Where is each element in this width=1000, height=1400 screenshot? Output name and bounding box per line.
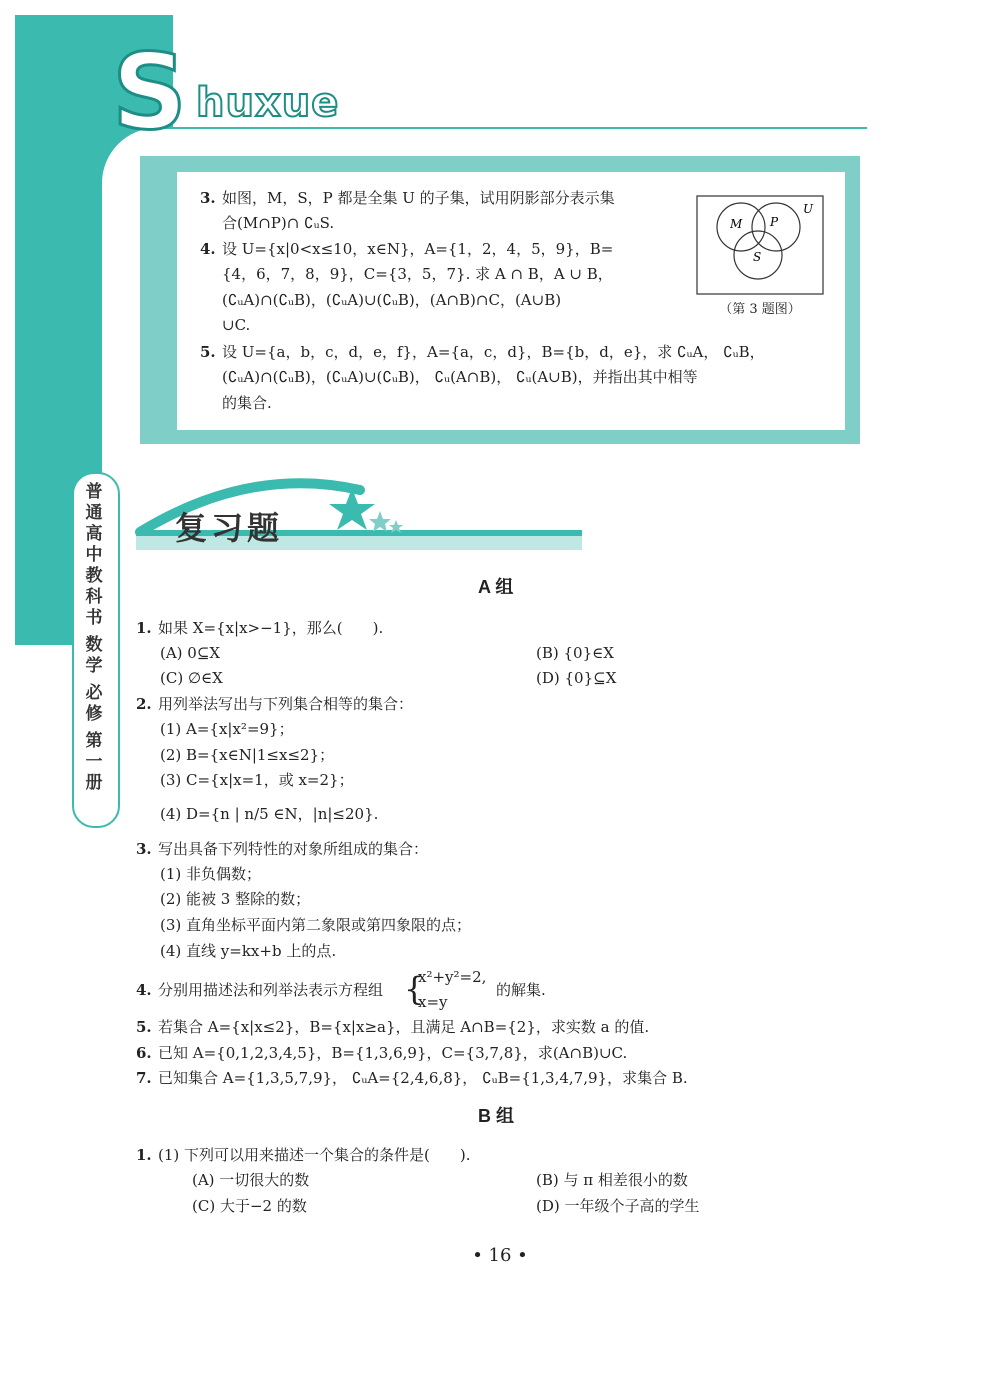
box-q4-line3: (∁ᵤA)∩(∁ᵤB)，(∁ᵤA)∪(∁ᵤB)，(A∩B)∩C，(A∪B): [222, 291, 562, 309]
side-label-char: 必: [85, 683, 103, 703]
star-medium-icon: [369, 511, 391, 532]
a-q5: 5. 若集合 A={x|x≤2}，B={x|x≥a}，且满足 A∩B={2}，求实数 a 的值.: [136, 1018, 650, 1036]
box-q5-line1: 5. 设 U={a，b，c，d，e，f}，A={a，c，d}，B={b，d，e}，求 ∁ᵤA， ∁ᵤB，: [200, 343, 765, 361]
a-q1-option-c: (C) ∅∈X: [160, 669, 223, 687]
a-q4-brace: {: [404, 970, 425, 1008]
a-q3-item3: (3) 直角坐标平面内第二象限或第四象限的点；: [160, 916, 472, 934]
a-q2-item3: (3) C={x|x=1，或 x=2}；: [160, 771, 354, 789]
a-q1-option-a: (A) 0⊆X: [160, 644, 221, 662]
side-label-char: 数: [85, 635, 103, 655]
box-q3-line1: 3. 如图，M，S，P 都是全集 U 的子集，试用阴影部分表示集: [200, 189, 615, 207]
a-q4-eq2: x=y: [418, 993, 448, 1011]
a-q4-stem: 4. 分别用描述法和列举法表示方程组: [136, 981, 384, 999]
side-label-char: 第: [85, 731, 103, 751]
b-q1-option-a: (A) 一切很大的数: [192, 1171, 310, 1189]
box-q5-line3: 的集合.: [222, 394, 272, 412]
side-label-char: 一: [85, 752, 103, 772]
venn-label-s: S: [753, 250, 762, 264]
group-b-title: B 组: [478, 1106, 514, 1126]
a-q3-item4: (4) 直线 y=kx+b 上的点.: [160, 942, 337, 960]
a-q2-item2: (2) B={x∈N|1≤x≤2}；: [160, 746, 335, 764]
side-label-char: 学: [85, 656, 103, 676]
box-q3-line2: 合(M∩P)∩ ∁ᵤS.: [222, 214, 335, 232]
a-q2-item1: (1) A={x|x²=9}；: [160, 720, 294, 738]
a-q6: 6. 已知 A={0,1,2,3,4,5}，B={1,3,6,9}，C={3,7,8}，求(A∩B)∪C.: [136, 1044, 628, 1062]
venn-caption: （第 3 题图）: [719, 302, 801, 317]
side-label-char: 教: [85, 566, 103, 586]
page-number: • 16 •: [472, 1245, 528, 1266]
box-q5-line2: (∁ᵤA)∩(∁ᵤB)，(∁ᵤA)∪(∁ᵤB)， ∁ᵤ(A∩B)， ∁ᵤ(A∪B)，并指出其中相等: [222, 368, 698, 386]
b-q1-stem: 1. (1) 下列可以用来描述一个集合的条件是( ).: [136, 1146, 471, 1164]
side-label-char: 高: [85, 524, 103, 544]
a-q2-item4: (4) D={n | n/5 ∈N，|n|≤20}.: [160, 805, 379, 823]
side-label: [72, 482, 116, 794]
side-label-char: 修: [85, 704, 103, 724]
side-label-char: 中: [85, 545, 103, 565]
a-q2-stem: 2. 用列举法写出与下列集合相等的集合：: [136, 695, 414, 713]
box-q4-line2: {4，6，7，8，9}，C={3，5，7}. 求 A ∩ B，A ∪ B，: [222, 265, 613, 283]
side-label-char: 书: [85, 608, 103, 628]
a-q1-stem: 1. 如果 X={x|x>−1}，那么( ).: [136, 619, 384, 637]
a-q7: 7. 已知集合 A={1,3,5,7,9}， ∁ᵤA={2,4,6,8}， ∁ᵤB={1,3,4,7,9}，求集合 B.: [136, 1069, 688, 1087]
a-q4-eq1: x²+y²=2,: [418, 968, 487, 986]
header-rule: [150, 127, 867, 129]
b-q1-option-c: (C) 大于−2 的数: [192, 1197, 307, 1215]
b-q1-option-b: (B) 与 π 相差很小的数: [536, 1171, 688, 1189]
venn-label-u: U: [803, 202, 814, 216]
box-q4-line4: ∪C.: [222, 316, 251, 334]
side-label-char: 通: [85, 503, 103, 523]
box-q4-line1: 4. 设 U={x|0<x≤10，x∈N}，A={1，2，4，5，9}，B=: [200, 240, 614, 258]
b-q1-option-d: (D) 一年级个子高的学生: [536, 1197, 700, 1215]
side-label-char: 册: [85, 773, 103, 793]
a-q3-item2: (2) 能被 3 整除的数；: [160, 890, 311, 908]
logo-initial: S: [112, 31, 187, 153]
venn-diagram: [696, 195, 824, 295]
venn-label-m: M: [730, 217, 743, 231]
a-q3-item1: (1) 非负偶数；: [160, 865, 262, 883]
star-large-icon: [329, 488, 375, 530]
a-q4-tail: 的解集.: [496, 981, 546, 999]
side-label-char: 科: [85, 587, 103, 607]
side-label-char: 普: [85, 482, 103, 502]
a-q1-option-d: (D) {0}⊆X: [536, 669, 617, 687]
a-q1-option-b: (B) {0}∈X: [536, 644, 614, 662]
group-a-title: A 组: [478, 577, 514, 597]
logo-text: huxue: [196, 80, 340, 126]
review-title: 复习题: [175, 509, 284, 547]
venn-label-p: P: [770, 215, 779, 229]
a-q3-stem: 3. 写出具备下列特性的对象所组成的集合：: [136, 840, 429, 858]
